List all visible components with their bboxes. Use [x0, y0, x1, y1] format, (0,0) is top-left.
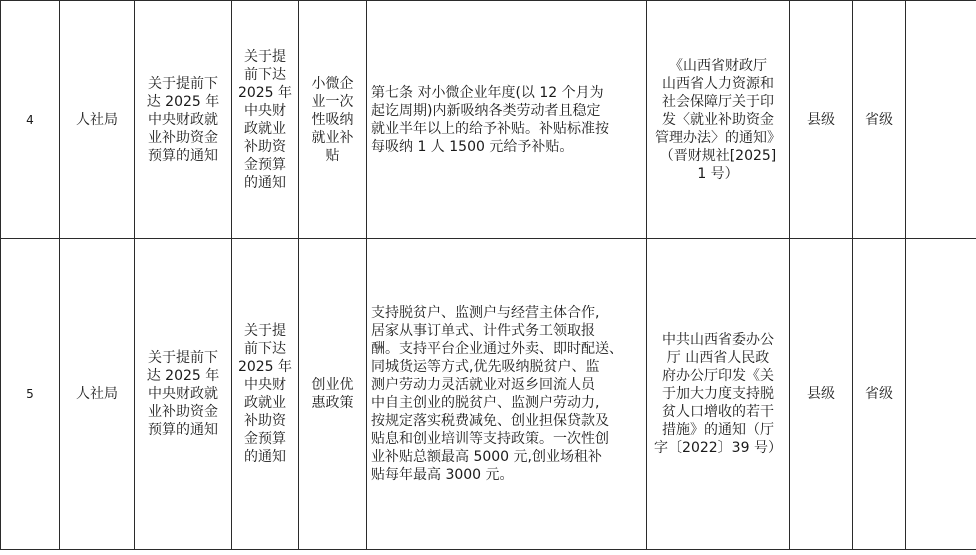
document-title-cell-2[interactable]: 关于提 前下达 2025 年 中央财 政就业 补助资 金预算 的通知 [232, 239, 299, 550]
level-cell[interactable]: 县级 [790, 1, 853, 239]
department-cell[interactable]: 人社局 [60, 1, 135, 239]
policy-name-cell[interactable]: 小微企 业一次 性吸纳 就业补 贴 [299, 1, 367, 239]
document-title-cell[interactable]: 关于提前下 达 2025 年 中央财政就 业补助资金 预算的通知 [135, 239, 232, 550]
extra-cell[interactable] [906, 1, 976, 239]
level-cell-2[interactable]: 省级 [853, 1, 906, 239]
extra-cell[interactable] [906, 239, 976, 550]
policy-name-cell[interactable]: 创业优 惠政策 [299, 239, 367, 550]
policy-content-cell[interactable]: 第七条 对小微企业年度(以 12 个月为 起讫周期)内新吸纳各类劳动者且稳定 就业半年以上的给予补贴。补贴标准按 每吸纳 1 人 1500 元给予补贴。 [367, 1, 647, 239]
document-title-cell[interactable]: 关于提前下 达 2025 年 中央财政就 业补助资金 预算的通知 [135, 1, 232, 239]
level-cell[interactable]: 县级 [790, 239, 853, 550]
policy-basis-cell[interactable]: 中共山西省委办公 厅 山西省人民政 府办公厅印发《关 于加大力度支持脱 贫人口增收的若干 措施》的通知（厅 字〔2022〕39 号） [647, 239, 790, 550]
row-index-cell[interactable]: 4 [1, 1, 60, 239]
table-row [1, 239, 976, 550]
level-cell-2[interactable]: 省级 [853, 239, 906, 550]
row-index-cell[interactable]: 5 [1, 239, 60, 550]
department-cell[interactable]: 人社局 [60, 239, 135, 550]
policy-content-cell[interactable]: 支持脱贫户、监测户与经营主体合作, 居家从事订单式、计件式务工领取报 酬。支持平台企业通过外卖、即时配送、 同城货运等方式,优先吸纳脱贫户、监 测户劳动力灵活就业对返乡回流人员 中自主创业的脱贫户、监测户劳动力, 按规定落实税费减免、创业担保贷款及 贴息和创业培训等支持政策。一次性创 业补贴总额最高 5000 元,创业场租补 贴每年最高 3000 元。 [367, 239, 647, 550]
document-title-cell-2[interactable]: 关于提 前下达 2025 年 中央财 政就业 补助资 金预算 的通知 [232, 1, 299, 239]
table-row [1, 1, 976, 239]
policy-basis-cell[interactable]: 《山西省财政厅 山西省人力资源和 社会保障厅关于印 发〈就业补助资金 管理办法〉的通知》 （晋财规社[2025] 1 号） [647, 1, 790, 239]
